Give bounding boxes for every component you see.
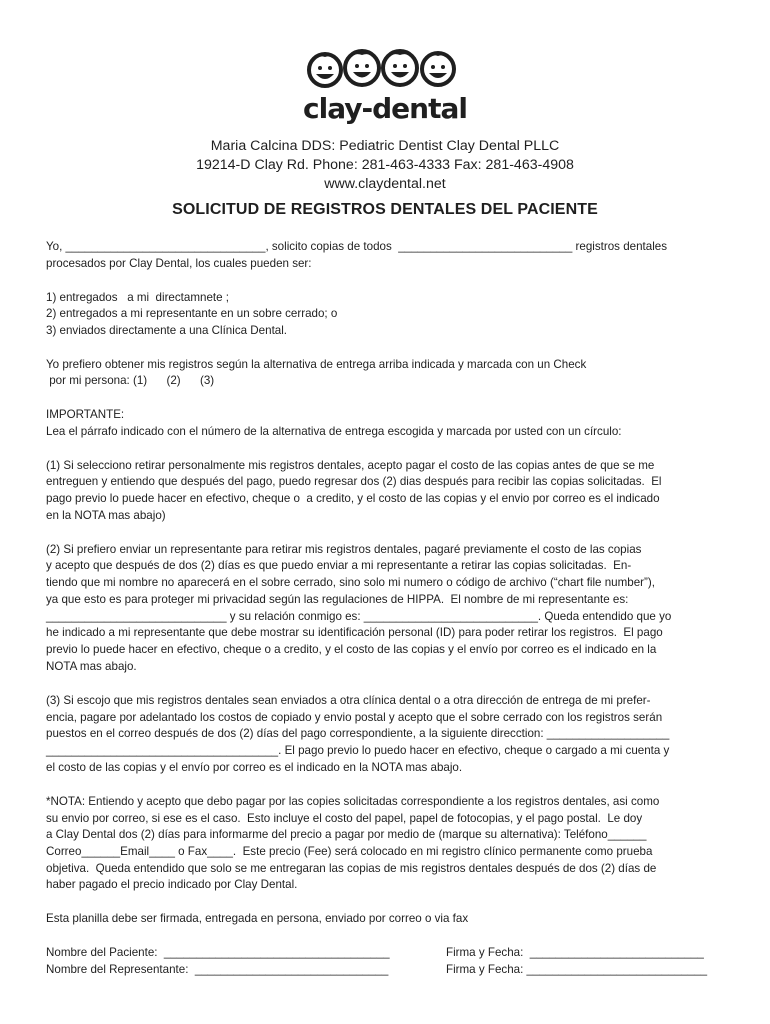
header-address: 19214-D Clay Rd. Phone: 281-463-4333 Fax: 281-463-4908 — [196, 157, 574, 173]
nota-line: objetiva. Queda entendido que solo se me entregaran las copias de mis registros dentales después de dos (2) días de — [46, 862, 657, 875]
option-3: 3) enviados directamente a una Clínica Dental. — [46, 324, 288, 337]
header-website: www.claydental.net — [324, 176, 446, 192]
patient-signature-field[interactable]: Firma y Fecha: ___________________________ — [446, 946, 704, 959]
representative-signature-field[interactable]: Firma y Fecha: ____________________________ — [446, 963, 708, 976]
para3-line: encia, pagare por adelantado los costos de copiado y envio postal y acepto que el sobre cerrado con los registros serán — [46, 711, 663, 724]
para2-line: previo lo puede hacer en efectivo, cheque o a credito, y el costo de las copias y el envío por correo es el indicado en la — [46, 643, 657, 656]
para2-line: ____________________________ y su relación conmigo es: ___________________________. Queda entendido que yo — [46, 610, 672, 623]
para3-line: el costo de las copias y el envío por correo es el indicado en la NOTA mas abajo. — [46, 761, 463, 774]
header-practice: Maria Calcina DDS: Pediatric Dentist Clay Dental PLLC — [210, 138, 560, 154]
document-title: SOLICITUD DE REGISTROS DENTALES DEL PACIENTE — [172, 201, 598, 218]
para3-line: puestos en el correo después de dos (2) días del pago correspondiente, a la siguiente direcction: ___________________ — [46, 727, 670, 740]
representative-name-field[interactable]: Nombre del Representante: ______________________________ — [46, 963, 389, 976]
nota-line: *NOTA: Entiendo y acepto que debo pagar por las copies solicitadas correspondiente a los registros dentales, asi como — [46, 795, 660, 808]
para1-line: pago previo lo puede hacer en efectivo, cheque o a credito, y el costo de las copias y el envio por correo es el indicado — [46, 492, 660, 505]
prefer-line-2: por mi persona: (1) (2) (3) — [46, 374, 215, 387]
para2-line: (2) Si prefiero enviar un representante para retirar mis registros dentales, pagaré previamente el costo de las copias — [46, 543, 642, 556]
option-2: 2) entregados a mi representante en un sobre cerrado; o — [46, 307, 338, 320]
important-line: Lea el párrafo indicado con el número de la alternativa de entrega escogida y marcada por usted con un círculo: — [46, 425, 622, 438]
patient-name-field[interactable]: Nombre del Paciente: ___________________________________ — [46, 946, 390, 959]
para1-line: (1) Si selecciono retirar personalmente mis registros dentales, acepto pagar el costo de las copias antes de que se me — [46, 459, 655, 472]
nota-line: haber pagado el precio indicado por Clay Dental. — [46, 878, 298, 891]
closing-instruction: Esta planilla debe ser firmada, entregada en persona, enviado por correo o via fax — [46, 912, 469, 925]
para3-line: ____________________________________. El pago previo lo puedo hacer en efectivo, cheque o cargado a mi cuenta y — [46, 744, 670, 757]
para2-line: he indicado a mi representante que debe mostrar su identificación personal (ID) para poder retirar los registros. El pago — [46, 626, 663, 639]
para2-line: ya que esto es para proteger mi privacidad según las regulaciones de HIPPA. El nombre de mi representante es: — [46, 593, 629, 606]
intro-line-1: Yo, _______________________________, solicito copias de todos ___________________________ registros dentales — [46, 240, 668, 253]
intro-line-2: procesados por Clay Dental, los cuales pueden ser: — [46, 257, 312, 270]
para1-line: entreguen y entiendo que después del pago, puedo regresar dos (2) dias después para recibir las copias solicitadas. El — [46, 475, 662, 488]
nota-line: a Clay Dental dos (2) días para informarme del precio a pagar por medio de (marque su alternativa): Teléfono______ — [46, 828, 647, 841]
important-heading: IMPORTANTE: — [46, 408, 125, 421]
option-1: 1) entregados a mi directamnete ; — [46, 291, 230, 304]
para2-line: NOTA mas abajo. — [46, 660, 137, 673]
para2-line: y acepto que después de dos (2) días es que puedo enviar a mi representante a retirar las copias solicitadas. En- — [46, 559, 632, 572]
logo-wordmark: clay-dental — [303, 92, 467, 125]
para1-line: en la NOTA mas abajo) — [46, 509, 166, 522]
nota-line: Correo______Email____ o Fax____. Este precio (Fee) será colocado en mi registro clínico permanente como prueba — [46, 845, 653, 858]
prefer-line-1: Yo prefiero obtener mis registros según la alternativa de entrega arriba indicada y marcada con un Check — [46, 358, 587, 371]
para3-line: (3) Si escojo que mis registros dentales sean enviados a otra clínica dental o a otra dirección de entrega de mi prefer- — [46, 694, 651, 707]
para2-line: tiendo que mi nombre no aparecerá en el sobre cerrado, sino solo mi numero o código de archivo (“chart file number”), — [46, 576, 655, 589]
nota-line: su envio por correo, si ese es el caso. Esto incluye el costo del papel, papel de fotocopias, y el pago postal. Le doy — [46, 812, 643, 825]
